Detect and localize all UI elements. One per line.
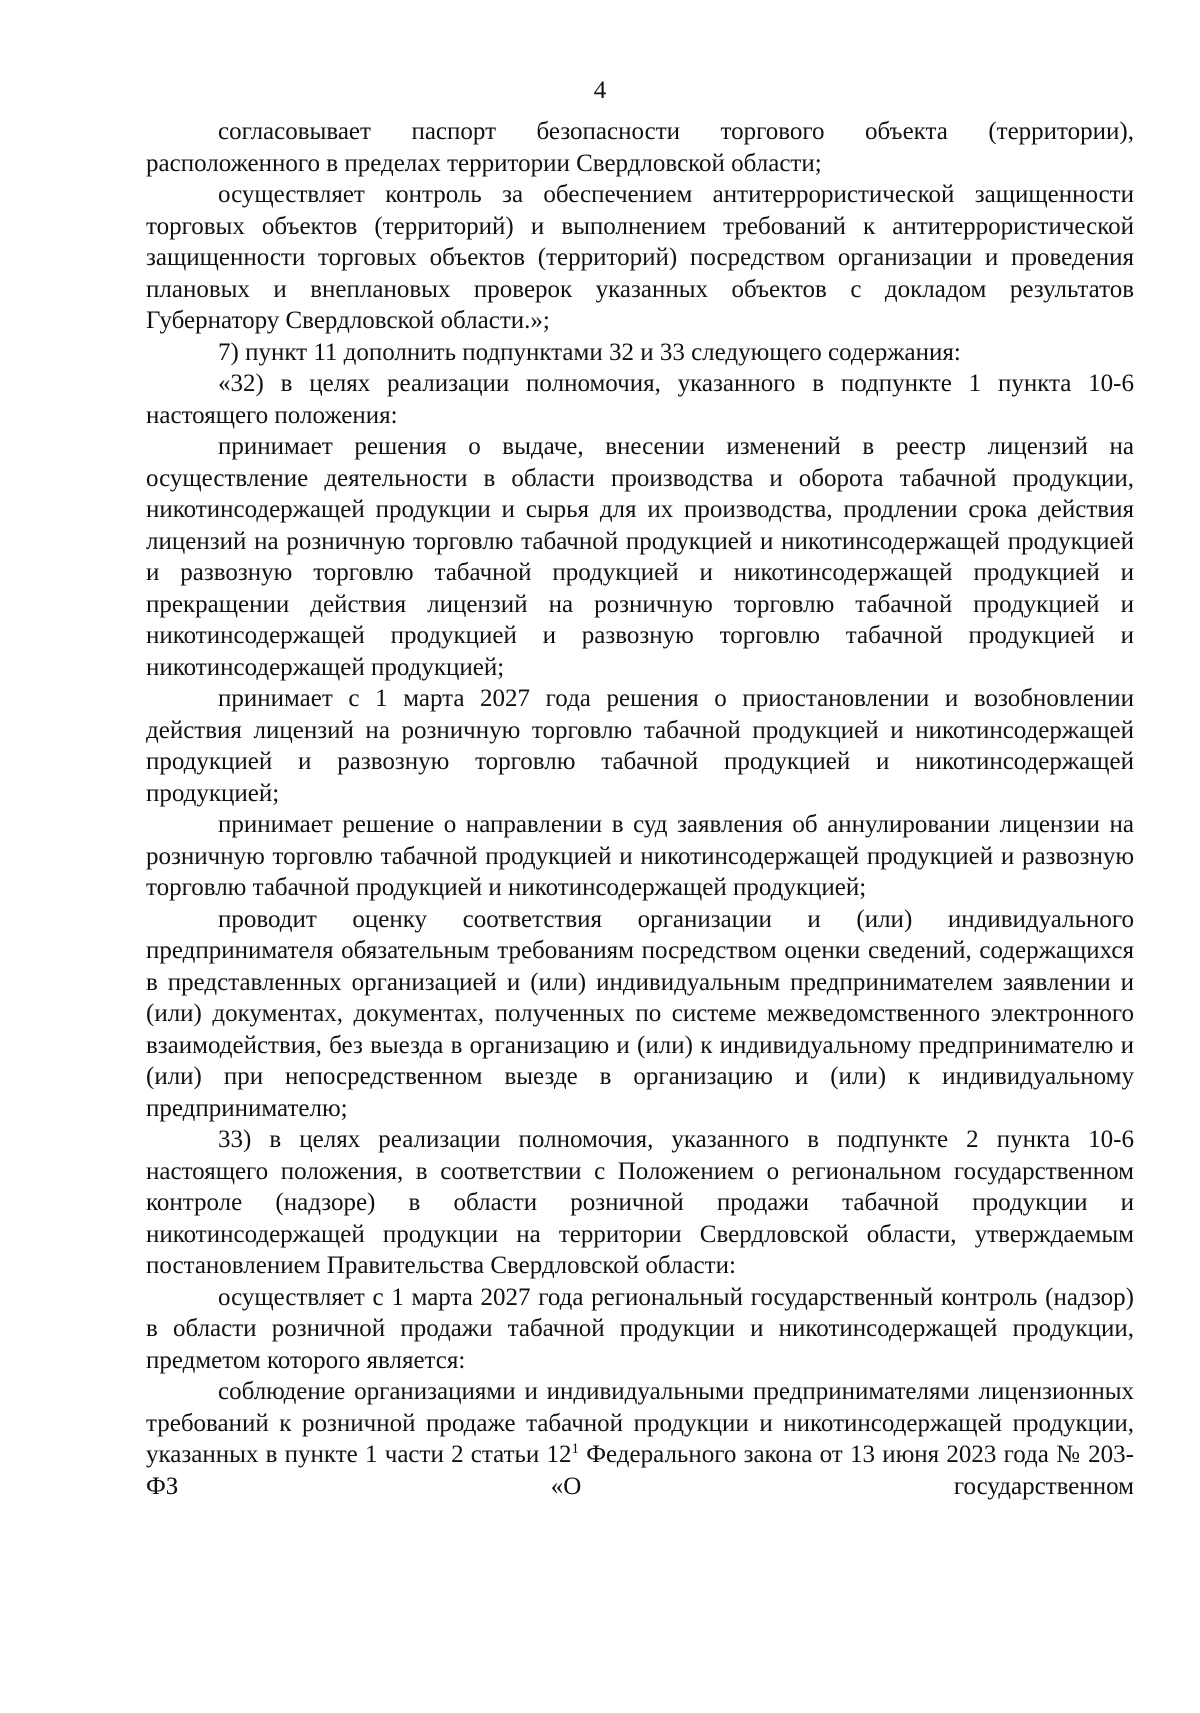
paragraph: осуществляет контроль за обеспечением антитеррористической защищенности торговых объектов (территорий) и выполнением требований к антитеррористической защищенности торговых объектов (территорий) посредством организации и проведения плановых и внеплановых проверок указанных объектов с докладом результатов Губернатору Свердловской области.»; xyxy=(146,181,1134,334)
paragraph: согласовывает паспорт безопасности торгового объекта (территории), расположенного в пределах территории Свердловской области; xyxy=(146,118,1134,177)
paragraph: осуществляет с 1 марта 2027 года региональный государственный контроль (надзор) в области розничной продажи табачной продукции и никотинсодержащей продукции, предметом которого является: xyxy=(146,1283,1134,1374)
paragraph-text: соблюдение организациями и индивидуальными предпринимателями лицензионных требований к розничной продаже табачной продукции и никотинсодержащей продукции, указанных в пункте 1 части 2 статьи 12 xyxy=(146,1378,1134,1468)
paragraph-text: Федерального закона от 13 июня 2023 года № 203-ФЗ «О государственном xyxy=(146,1441,1135,1500)
paragraph: 33) в целях реализации полномочия, указанного в подпункте 2 пункта 10-6 настоящего положения, в соответствии с Положением о региональном государственном контроле (надзоре) в области розничной продажи табачной продукции и никотинсодержащей продукции на территории Свердловской области, утверждаемым постановлением Правительства Свердловской области: xyxy=(146,1126,1134,1279)
paragraph: проводит оценку соответствия организации и (или) индивидуального предпринимателя обязательным требованиям посредством оценки сведений, содержащихся в представленных организацией и (или) индивидуальным предпринимателем заявлении и (или) документах, документах, полученных по системе межведомственного электронного взаимодействия, без выезда в организацию и (или) к индивидуальному предпринимателю и (или) при непосредственном выезде в организацию и (или) к индивидуальному предпринимателю; xyxy=(146,905,1134,1122)
paragraph-continued xyxy=(146,1376,1134,1502)
superscript: 1 xyxy=(571,1441,580,1457)
paragraph: принимает с 1 марта 2027 года решения о приостановлении и возобновлении действия лицензий на розничную торговлю табачной продукцией и никотинсодержащей продукцией и развозную торговлю табачной продукцией и никотинсодержащей продукцией; xyxy=(146,685,1134,807)
document-body xyxy=(146,116,1134,1502)
paragraph: принимает решения о выдаче, внесении изменений в реестр лицензий на осуществление деятельности в области производства и оборота табачной продукции, никотинсодержащей продукции и сырья для их производства, продлении срока действия лицензий на розничную торговлю табачной продукцией и никотинсодержащей продукцией и развозную торговлю табачной продукцией и никотинсодержащей продукцией и прекращении действия лицензий на розничную торговлю табачной продукцией и никотинсодержащей продукцией и развозную торговлю табачной продукцией и никотинсодержащей продукцией; xyxy=(146,433,1134,681)
paragraph: 7) пункт 11 дополнить подпунктами 32 и 33 следующего содержания: xyxy=(218,338,961,366)
page-number: 4 xyxy=(593,77,607,104)
paragraph: «32) в целях реализации полномочия, указанного в подпункте 1 пункта 10-6 настоящего положения: xyxy=(146,370,1134,429)
paragraph: принимает решение о направлении в суд заявления об аннулировании лицензии на розничную торговлю табачной продукцией и никотинсодержащей продукцией и развозную торговлю табачной продукцией и никотинсодержащей продукцией; xyxy=(146,811,1134,901)
